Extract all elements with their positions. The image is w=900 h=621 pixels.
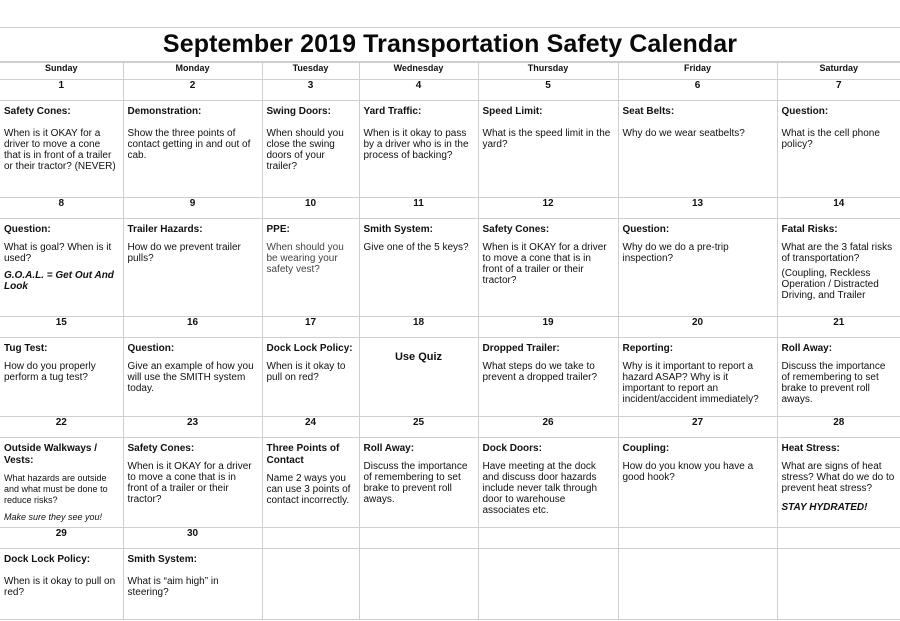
topic-heading: Dock Lock Policy: <box>4 554 91 565</box>
day-cell-empty <box>618 549 777 620</box>
topic-question: When is it OKAY for a driver to move a cone that is in front of a trailer or their tractor? (NEVER) <box>4 128 116 172</box>
topic-question: Discuss the importance of remembering to set brake to prevent roll aways. <box>363 461 468 505</box>
topic-heading: Roll Away: <box>363 443 415 454</box>
topic-question: Have meeting at the dock and discuss door hazards include never talk through door to warehouse associates etc. <box>482 461 598 516</box>
calendar-title: September 2019 Transportation Safety Calendar <box>162 30 738 58</box>
topic-question: Name 2 ways you can use 3 points of contact incorrectly. <box>266 473 351 506</box>
topic-question: What are the 3 fatal risks of transportation? <box>781 242 893 264</box>
date-row-week-1 <box>0 80 900 101</box>
date-number: 22 <box>0 417 123 438</box>
date-number: 17 <box>262 317 359 338</box>
weekday-monday: Monday <box>123 63 262 80</box>
topic-heading: Seat Belts: <box>622 106 675 117</box>
topic-heading: Question: <box>781 106 829 117</box>
topic-question: When should you be wearing your safety vest? <box>266 242 344 275</box>
weekday-sunday: Sunday <box>0 63 123 80</box>
date-number: 28 <box>777 417 900 438</box>
date-number: 11 <box>359 198 478 219</box>
date-number: 8 <box>0 198 123 219</box>
topic-heading: Reporting: <box>622 343 674 354</box>
topic-heading: Question: <box>622 224 670 235</box>
day-cell <box>777 219 900 317</box>
topic-question: What are signs of heat stress? What do we do to prevent heat stress? <box>781 461 895 494</box>
topic-heading: Trailer Hazards: <box>127 224 203 235</box>
date-number: 23 <box>123 417 262 438</box>
topic-question: When is it OKAY for a driver to move a cone that is in front of a trailer or their tractor? <box>482 242 607 286</box>
date-number: 14 <box>777 198 900 219</box>
topic-question: How do you know you have a good hook? <box>622 461 754 483</box>
day-cell <box>359 101 478 198</box>
day-cell <box>478 101 618 198</box>
topic-heading: PPE: <box>266 224 290 235</box>
day-cell <box>0 219 123 317</box>
topic-question: When should you close the swing doors of your trailer? <box>266 128 344 172</box>
day-cell <box>262 219 359 317</box>
topic-heading: Yard Traffic: <box>363 106 422 117</box>
date-number: 3 <box>262 80 359 101</box>
topic-question: Show the three points of contact getting in and out of cab. <box>127 128 251 161</box>
day-cell <box>123 338 262 417</box>
date-row-week-4 <box>0 417 900 438</box>
day-cell <box>0 549 123 620</box>
topic-question: What is the speed limit in the yard? <box>482 128 611 150</box>
weekday-thursday: Thursday <box>478 63 618 80</box>
date-number: 5 <box>478 80 618 101</box>
topic-heading: Coupling: <box>622 443 670 454</box>
date-number: 9 <box>123 198 262 219</box>
day-cell <box>123 101 262 198</box>
date-number <box>359 528 478 549</box>
date-number: 26 <box>478 417 618 438</box>
date-number: 19 <box>478 317 618 338</box>
topic-heading: Dock Doors: <box>482 443 542 454</box>
day-cell <box>618 438 777 528</box>
content-row-week-2 <box>0 219 900 317</box>
calendar-grid <box>0 62 900 620</box>
date-number: 24 <box>262 417 359 438</box>
day-cell <box>478 438 618 528</box>
date-row-week-3 <box>0 317 900 338</box>
topic-heading: Swing Doors: <box>266 106 331 117</box>
topic-question: Why is it important to report a hazard ASAP? Why is it important to report an incident/accident immediately? <box>622 361 759 405</box>
day-cell <box>478 219 618 317</box>
topic-question: When is it okay to pull on red? <box>266 361 346 383</box>
date-number: 6 <box>618 80 777 101</box>
topic-heading: Question: <box>127 343 175 354</box>
day-cell <box>618 219 777 317</box>
day-cell <box>123 549 262 620</box>
date-number: 2 <box>123 80 262 101</box>
day-cell <box>123 219 262 317</box>
date-number <box>478 528 618 549</box>
title-row <box>0 27 900 62</box>
date-number: 27 <box>618 417 777 438</box>
date-number: 30 <box>123 528 262 549</box>
topic-question: When is it okay to pass by a driver who is in the process of backing? <box>363 128 469 161</box>
topic-question: Give an example of how you will use the SMITH system today. <box>127 361 254 394</box>
day-cell <box>0 438 123 528</box>
topic-heading: Safety Cones: <box>4 106 71 117</box>
day-cell <box>618 338 777 417</box>
topic-question: When is it okay to pull on red? <box>4 576 116 598</box>
date-number: 12 <box>478 198 618 219</box>
topic-heading: Question: <box>4 224 51 235</box>
day-cell <box>123 438 262 528</box>
day-cell <box>777 101 900 198</box>
use-quiz-label: Use Quiz <box>394 351 443 363</box>
date-number <box>777 528 900 549</box>
weekday-tuesday: Tuesday <box>262 63 359 80</box>
weekday-saturday: Saturday <box>777 63 900 80</box>
topic-heading: Speed Limit: <box>482 106 543 117</box>
content-row-week-1 <box>0 101 900 198</box>
day-cell <box>777 338 900 417</box>
content-row-week-3 <box>0 338 900 417</box>
day-cell <box>262 101 359 198</box>
weekday-wednesday: Wednesday <box>359 63 478 80</box>
date-number: 10 <box>262 198 359 219</box>
content-row-week-5 <box>0 549 900 620</box>
topic-question: What is the cell phone policy? <box>781 128 880 150</box>
date-number: 1 <box>0 80 123 101</box>
date-number: 20 <box>618 317 777 338</box>
weekday-friday: Friday <box>618 63 777 80</box>
day-cell <box>359 219 478 317</box>
day-cell-empty <box>777 549 900 620</box>
topic-answer: G.O.A.L. = Get Out And Look <box>4 270 114 292</box>
topic-heading: Smith System: <box>363 224 433 235</box>
date-number: 21 <box>777 317 900 338</box>
topic-heading: Safety Cones: <box>127 443 195 454</box>
day-cell <box>618 101 777 198</box>
topic-heading: Heat Stress: <box>781 443 840 454</box>
topic-question: Give one of the 5 keys? <box>363 242 469 253</box>
topic-heading: Dock Lock Policy: <box>266 343 353 354</box>
topic-question: Why do we wear seatbelts? <box>622 128 745 139</box>
topic-heading: Three Points of Contact <box>266 443 340 466</box>
date-number <box>618 528 777 549</box>
day-cell <box>478 338 618 417</box>
topic-heading: Smith System: <box>127 554 197 565</box>
day-cell <box>262 338 359 417</box>
topic-heading: Tug Test: <box>4 343 48 354</box>
day-cell <box>359 438 478 528</box>
date-number: 29 <box>0 528 123 549</box>
topic-answer: Make sure they see you! <box>4 512 103 522</box>
topic-question: How do we prevent trailer pulls? <box>127 242 241 264</box>
day-cell <box>0 101 123 198</box>
topic-question: Why do we do a pre-trip inspection? <box>622 242 729 264</box>
topic-heading: Demonstration: <box>127 106 202 117</box>
date-row-week-2 <box>0 198 900 219</box>
topic-heading: Dropped Trailer: <box>482 343 560 354</box>
topic-question: What steps do we take to prevent a dropped trailer? <box>482 361 598 383</box>
topic-answer: (Coupling, Reckless Operation / Distracted Driving, and Trailer <box>781 268 879 301</box>
topic-question: Discuss the importance of remembering to set brake to prevent roll aways. <box>781 361 886 405</box>
topic-question: When is it OKAY for a driver to move a cone that is in front of a trailer or their tractor? <box>127 461 252 505</box>
topic-heading: Roll Away: <box>781 343 833 354</box>
topic-question: What is “aim high” in steering? <box>127 576 219 598</box>
day-cell <box>359 338 478 417</box>
content-row-week-4 <box>0 438 900 528</box>
date-number: 4 <box>359 80 478 101</box>
topic-heading: Fatal Risks: <box>781 224 838 235</box>
date-number: 25 <box>359 417 478 438</box>
date-number: 13 <box>618 198 777 219</box>
topic-heading: Safety Cones: <box>482 224 550 235</box>
day-cell <box>262 438 359 528</box>
day-cell <box>0 338 123 417</box>
date-number <box>262 528 359 549</box>
weekday-header-row <box>0 63 900 80</box>
date-number: 16 <box>123 317 262 338</box>
day-cell-empty <box>262 549 359 620</box>
day-cell-empty <box>359 549 478 620</box>
topic-question: What hazards are outside and what must be done to reduce risks? <box>4 473 108 505</box>
day-cell <box>777 438 900 528</box>
date-row-week-5 <box>0 528 900 549</box>
topic-question: What is goal? When is it used? <box>4 242 112 264</box>
topic-answer: STAY HYDRATED! <box>781 502 868 513</box>
date-number: 7 <box>777 80 900 101</box>
date-number: 15 <box>0 317 123 338</box>
date-number: 18 <box>359 317 478 338</box>
day-cell-empty <box>478 549 618 620</box>
topic-question: How do you properly perform a tug test? <box>4 361 96 383</box>
topic-heading: Outside Walkways / Vests: <box>4 443 97 466</box>
